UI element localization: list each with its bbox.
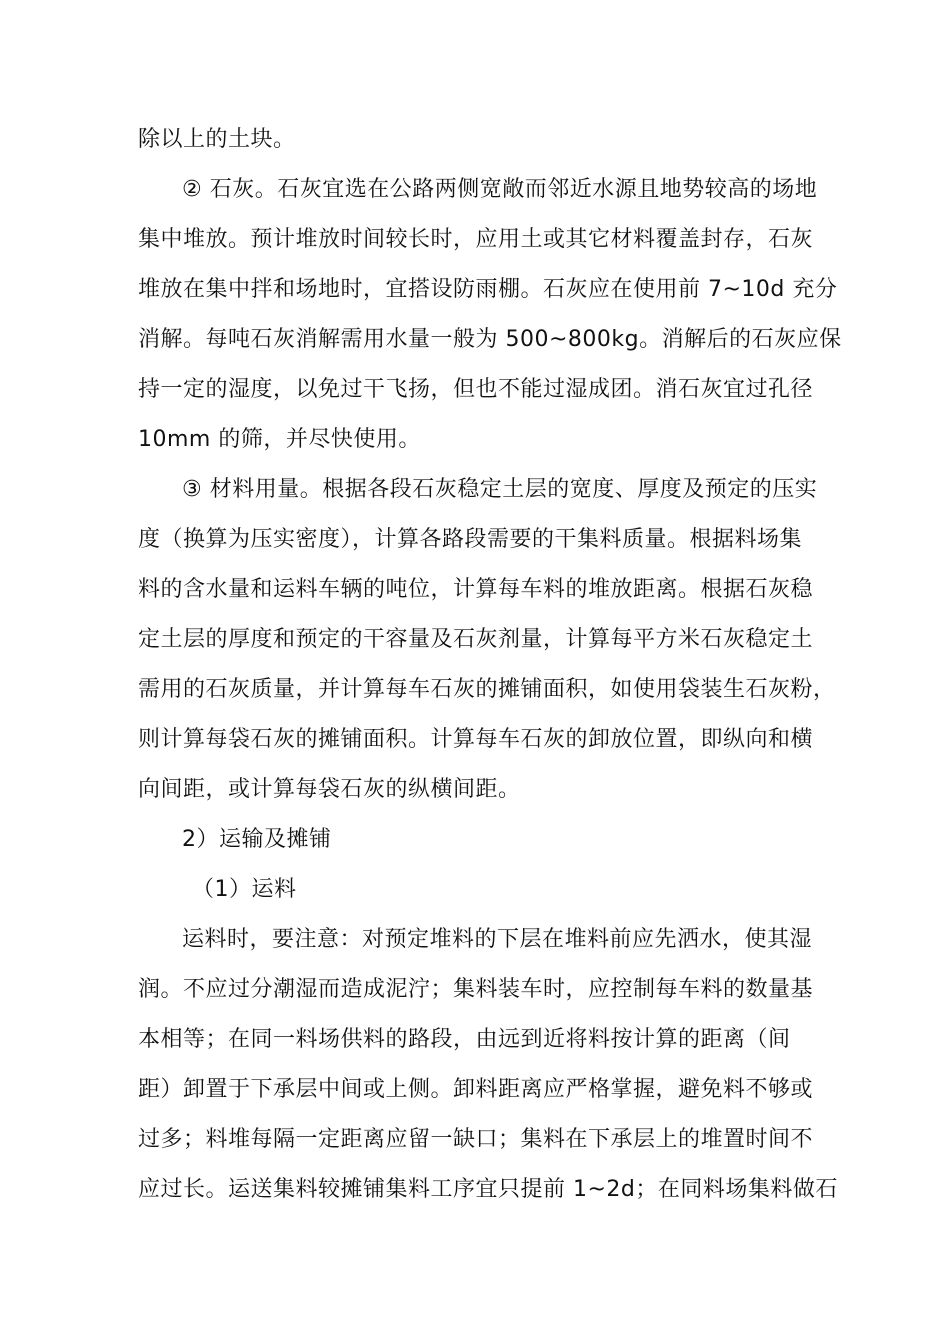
text-line: 定土层的厚度和预定的干容量及石灰剂量，计算每平方米石灰稳定土 [138, 627, 814, 652]
document-body [138, 115, 842, 1215]
text-line: 则计算每袋石灰的摊铺面积。计算每车石灰的卸放位置，即纵向和横 [138, 727, 814, 752]
text-line: 距）卸置于下承层中间或上侧。卸料距离应严格掌握，避免料不够或 [138, 1077, 814, 1102]
subsection-heading: （1）运料 [192, 877, 297, 902]
text-line: 持一定的湿度，以免过干飞扬，但也不能过湿成团。消石灰宜过孔径 [138, 377, 814, 402]
section-heading: 2）运输及摊铺 [182, 827, 332, 852]
text-line: 度（换算为压实密度），计算各路段需要的干集料质量。根据料场集 [138, 527, 803, 552]
text-line: 堆放在集中拌和场地时，宜搭设防雨棚。石灰应在使用前 7~10d 充分 [138, 277, 838, 302]
text-line: 集中堆放。预计堆放时间较长时，应用土或其它材料覆盖封存，石灰 [138, 227, 814, 252]
text-line: 10mm 的筛，并尽快使用。 [138, 427, 421, 452]
text-line: 过多；料堆每隔一定距离应留一缺口；集料在下承层上的堆置时间不 [138, 1127, 814, 1152]
text-line: 应过长。运送集料较摊铺集料工序宜只提前 1~2d；在同料场集料做石 [138, 1177, 838, 1202]
text-line: 消解。每吨石灰消解需用水量一般为 500~800kg。消解后的石灰应保 [138, 327, 842, 352]
text-line: 除以上的土块。 [138, 127, 296, 152]
text-line: 向间距，或计算每袋石灰的纵横间距。 [138, 777, 521, 802]
text-line: 本相等；在同一料场供料的路段，由远到近将料按计算的距离（间 [138, 1027, 791, 1052]
text-line: 润。不应过分潮湿而造成泥泞；集料装车时，应控制每车料的数量基 [138, 977, 814, 1002]
text-line: ② 石灰。石灰宜选在公路两侧宽敞而邻近水源且地势较高的场地 [182, 177, 818, 202]
text-line: 运料时，要注意：对预定堆料的下层在堆料前应先洒水，使其湿 [182, 927, 813, 952]
text-line: ③ 材料用量。根据各段石灰稳定土层的宽度、厚度及预定的压实 [182, 477, 818, 502]
text-line: 料的含水量和运料车辆的吨位，计算每车料的堆放距离。根据石灰稳 [138, 577, 814, 602]
text-line: 需用的石灰质量，并计算每车石灰的摊铺面积，如使用袋装生石灰粉， [138, 677, 836, 702]
